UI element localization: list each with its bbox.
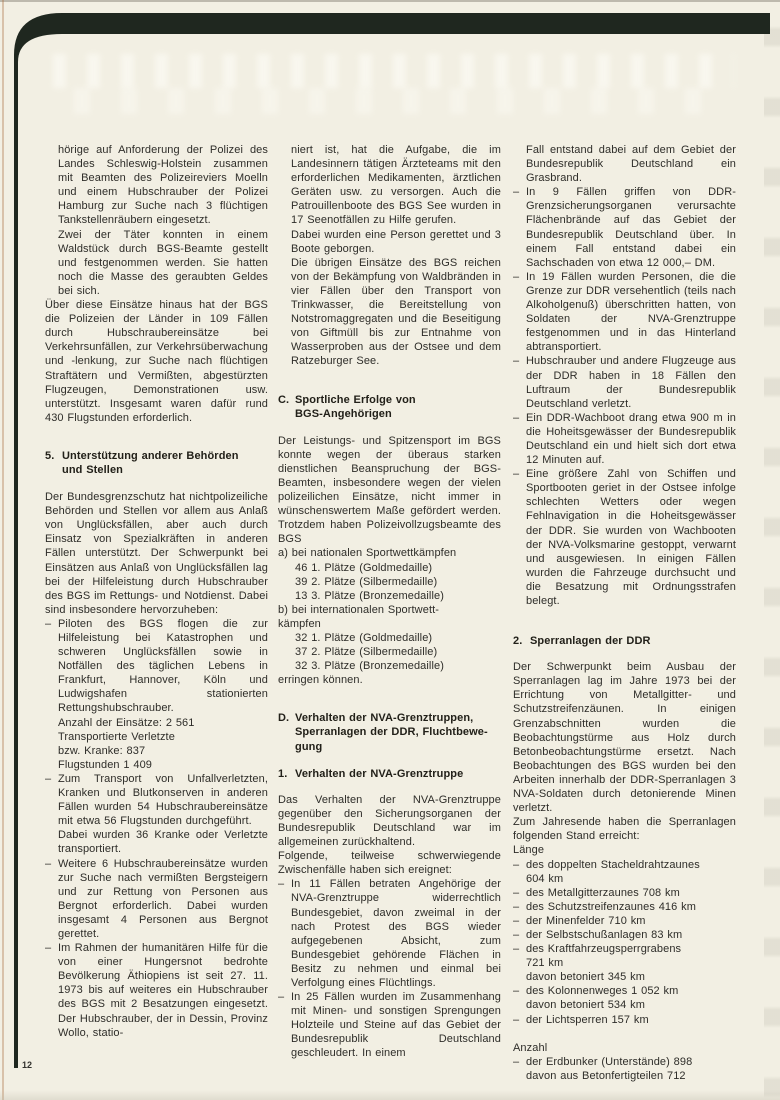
heading-number: D. [278,712,290,725]
list-item [45,941,268,1040]
list-item-content [526,984,736,1012]
dash-bullet: – [513,900,520,913]
paragraph: Zum Jahresende haben die Sperranlagen folgenden Stand erreicht: [513,816,736,843]
list-item-line: des Schutzstreifenzaunes 416 km [526,900,696,913]
text-column-left [45,143,268,1040]
list-item-line: In 19 Fällen wurden Personen, die die Grenze zur DDR versehentlich (teils nach Alkoholgenuß) überschritten hatten, von Soldaten der NVA-Grenztruppe festgenommen und in das Hinterland abtransportiert. [526,270,736,354]
text-line: 32 1. Plätze (Goldmedaille) [295,632,433,644]
list-item-line: der Selbstschußanlagen 83 km [526,928,683,941]
list-item [278,877,501,990]
dash-bullet: – [45,857,52,870]
list-item-line: des doppelten Stacheldrahtzaunes [526,858,700,871]
paragraph: niert ist, hat die Aufgabe, die im Landesinnern tätigen Ärzteteams mit den erforderlichen Medikamenten, ärztlichen Geräten usw. zu versorgen. Auch die Patrouillenboote des BGS See wurden in 17 Seenotfällen zu Hilfe gerufen. [291,144,501,227]
text-line: a) bei nationalen Sportwettkämpfen [278,547,457,560]
list-item [513,270,736,355]
dash-bullet: – [45,772,52,785]
list-item [513,185,736,270]
list-item [513,914,736,928]
paragraph: Fall entstand dabei auf dem Gebiet der Bundesrepublik Deutschland ein Grasbrand. [526,144,736,185]
list-item-line: Piloten des BGS flogen die zur Hilfeleistung bei Katastrophen und schweren Unglücksfällen sowie in Notfällen des täglichen Lebens in Frankfurt, Hannover, Köln und Ludwigshafen stationierten Rettungshubschrauber. [58,617,268,715]
heading-number: 2. [513,635,523,648]
list-item-line: des Metallgitterzaunes 708 km [526,886,680,899]
paragraph: Der Leistungs- und Spitzensport im BGS konnte wegen der überaus starken dienstlichen Beanspruchung der BGS-Beamten, insbesondere wegen der vielen polizeilichen Einsätze, nicht immer in wünschenswertem Maße gefördert werden. Trotzdem haben Polizeivollzugsbeamte des BGS [278,434,501,546]
list-item-line: der Lichtsperren 157 km [526,1013,649,1026]
text-column-middle [278,143,501,1061]
sub-heading [278,767,501,781]
list-item-content [526,354,736,410]
list-item-content [526,411,736,467]
list-item-content [526,942,736,984]
list-item [45,772,268,857]
text-line: Länge [513,844,545,857]
list-item [45,617,268,772]
list-item-line: Transportierte Verletzte [58,730,175,743]
list-item [513,411,736,467]
list-item-line: Ein DDR-Wachboot drang etwa 900 m in die Hoheitsgewässer der Bundesrepublik Deutschland ein und hielt sich dort etwa 12 Minuten auf. [526,411,736,467]
list-item-line: 721 km [526,957,564,970]
paragraph: Die übrigen Einsätze des BGS reichen von der Bekämpfung von Waldbränden in vier Fällen über den Transport von Trinkwasser, die Bereitstellung von Notstromaggregaten und die Beseitigung von Giftmüll bis zur Entnahme von Wasserproben aus der Ostsee und dem Ratzeburger See. [291,256,501,368]
dash-bullet: – [513,186,520,199]
list-item [513,1055,736,1083]
heading-text: Verhalten der NVA-Grenztruppen, Sperranlagen der DDR, Fluchtbewe- gung [295,712,488,753]
list-item-line: der Minenfelder 710 km [526,914,646,927]
list-item-line: In 25 Fällen wurden im Zusammenhang mit Minen- und sonstigen Sprengungen Holzteile und Steine auf das Gebiet der Bundesrepublik Deutschland geschleudert. In einem [291,991,501,1060]
list-item-line: Zum Transport von Unfallverletzten, Kranken und Blutkonserven in anderen Fällen wurden 54 Hubschraubereinsätze mit etwa 56 Flugstunden durchgeführt. [58,772,268,828]
section-heading [278,393,501,421]
list-item-content [526,914,736,928]
heading-number: 5. [45,449,55,462]
list-item-content [58,857,268,942]
dash-bullet: – [278,991,285,1004]
dash-bullet: – [513,886,520,899]
dash-bullet: – [278,878,285,891]
list-item [513,984,736,1012]
list-item-line: In 11 Fällen betraten Angehörige der NVA-Grenztruppe widerrechtlich Bundesgebiet, davon zweimal in der nach Protest des BGS wieder aufgegebenen Absicht, zum Bundesgebiet gehörende Flächen in Besitz zu nehmen und einmal bei Verfolgung eines Flüchtlings. [291,878,501,989]
list-item-content [526,185,736,270]
list-item-line: Im Rahmen der humanitären Hilfe für die von einer Hungersnot bedrohte Bevölkerung Äthiopiens ist seit 27. 11. 1973 bis auf weiteres ein Hubschrauber des BGS mit 2 Besatzungen eingesetzt. Der Hubschrauber, der in Dessin, Provinz Wollo, statio- [58,942,268,1039]
text-line: 39 2. Plätze (Silbermedaille) [295,575,438,588]
text-line: b) bei internationalen Sportwett- [278,603,440,616]
dash-bullet: – [513,858,520,871]
list-item-content [526,1055,736,1083]
list-item-content [526,900,736,914]
heading-number: C. [278,393,290,406]
list-item-line: 604 km [526,872,564,885]
heading-text: Unterstützung anderer Behörden und Stellen [62,449,239,476]
list-item-line: davon betoniert 345 km [526,971,645,984]
paragraph: hörige auf Anforderung der Polizei des Landes Schleswig-Holstein zusammen mit Beamten des Polizeireviers Moelln und einem Hubschrauber der Polizei Hamburg zur Suche nach 3 flüchtigen Tankstellenräubern eingesetzt. [58,144,268,227]
list-item [513,886,736,900]
dash-bullet: – [513,468,520,481]
dash-bullet: – [513,928,520,941]
paragraph: Zwei der Täter konnten in einem Waldstück durch BGS-Beamte gestellt und festgenommen werden. Sie hatten noch die Masse des geraubten Geldes bei sich. [58,228,268,297]
list-item [278,990,501,1060]
list-item-line: Dabei wurden 36 Kranke oder Verletzte transportiert. [58,829,268,856]
list-item-content [526,886,736,900]
dash-bullet: – [513,985,520,998]
list-item [513,928,736,942]
list-item [513,467,736,608]
dash-bullet: – [513,355,520,368]
text-column-right [513,143,736,1083]
list-item-line: Flugstunden 1 409 [58,758,153,771]
heading-text: Sperranlagen der DDR [530,635,651,648]
heading-text: Verhalten der NVA-Grenztruppe [295,767,464,780]
dash-list [513,185,736,608]
list-item-content [58,617,268,772]
list-item-content [526,928,736,942]
list-item-content [58,941,268,1040]
list-item-line: In 9 Fällen griffen von DDR-Grenzsicherungsorganen verursachte Flächenbrände auf das Gebiet der Bundesrepublik Deutschland über. In einem Fall entstand dabei ein Sachschaden von etwa 12 000,– DM. [526,186,736,269]
paragraph: Der Schwerpunkt beim Ausbau der Sperranlagen lag im Jahre 1973 bei der Errichtung von Metallgitter- und Schutzstreifenzäunen. In einigen Grenzabschnitten wurden die Beobachtungstürme aus Holz durch Betonbeobachtungstürme ersetzt. Nach Beobachtungen des BGS wurden bei den Arbeiten innerhalb der DDR-Sperranlagen 3 NVA-Soldaten durch detonierende Minen verletzt. [513,661,736,815]
list-item-line: davon aus Betonfertigteilen 712 [526,1069,686,1082]
section-heading [45,449,268,477]
sub-heading [513,634,736,648]
list-item-content [58,772,268,857]
list-item-content [526,270,736,355]
dash-bullet: – [513,1055,520,1068]
paragraph: Dabei wurden eine Person gerettet und 3 Boote geborgen. [291,228,501,255]
paragraph: Folgende, teilweise schwerwiegende Zwischenfälle haben sich ereignet: [278,850,501,877]
dash-list [513,858,736,1027]
list-item [513,942,736,984]
list-item-line: der Erdbunker (Unterstände) 898 [526,1055,693,1068]
page-number: 12 [22,1060,33,1070]
paragraph: Über diese Einsätze hinaus hat der BGS die Polizeien der Länder in 109 Fällen durch Hubschraubereinsätze bei Verkehrsunfällen, zur Verkehrsüberwachung und -lenkung, zur Suche nach flüchtigen Straftätern und Vermißten, abgestürzten Flugzeugen, Demonstrationen usw. unterstützt. Insgesamt waren dafür rund 430 Flugstunden erforderlich. [45,299,268,424]
list-item [513,1013,736,1027]
list-item-line: Hubschrauber und andere Flugzeuge aus der DDR haben in 18 Fällen den Luftraum der Bundesrepublik Deutschland verletzt. [526,355,736,410]
dash-list [278,877,501,1060]
list-item [45,857,268,942]
heading-text: Sportliche Erfolge von BGS-Angehörigen [295,393,416,420]
text-line: kämpfen [278,617,321,630]
text-line: erringen können. [278,674,363,687]
dash-bullet: – [45,942,52,955]
dash-bullet: – [513,1013,520,1026]
list-item-line: des Kolonnenweges 1 052 km [526,985,679,998]
list-item-line: Weitere 6 Hubschraubereinsätze wurden zur Suche nach vermißten Bergsteigern und zur Rettung von Personen aus Bergnot erforderlich. Dabei wurden insgesamt 4 Personen aus Bergnot gerettet. [58,857,268,940]
text-line: Anzahl [513,1041,548,1054]
text-line: 46 1. Plätze (Goldmedaille) [295,561,433,574]
list-item-line: des Kraftfahrzeugsperrgrabens [526,943,682,956]
list-item-line: bzw. Kranke: 837 [58,744,146,757]
dash-list [45,617,268,1040]
paragraph: Das Verhalten der NVA-Grenztruppe gegenüber den Sicherungsorganen der Bundesrepublik Deutschland war im allgemeinen zurückhaltend. [278,793,501,849]
list-item-content [526,467,736,608]
list-item-content [291,990,501,1060]
list-item-content [526,858,736,886]
paragraph: Der Bundesgrenzschutz hat nichtpolizeiliche Behörden und Stellen vor allem aus Anlaß von Unglücksfällen, aber auch durch Einsatz von Spezialkräften in anderen Fällen unterstützt. Der Schwerpunkt bei Einsätzen aus Anlaß von Unglücksfällen lag bei der Hilfeleistung durch Hubschrauber des BGS im Rettungs- und Notdienst. Dabei sind insbesondere hervorzuheben: [45,491,268,616]
list-item [513,354,736,410]
list-item [513,900,736,914]
dash-bullet: – [45,617,52,630]
dash-bullet: – [513,411,520,424]
list-item-line: Eine größere Zahl von Schiffen und Sportbooten geriet in der Ostsee infolge schlechten Wetters oder wegen Fehlnavigation in die Hoheitsgewässer der DDR. Sie wurden von Wachbooten der NVA-Volksmarine gestoppt, verwarnt und ausgewiesen. In einigen Fällen wurden die Fahrzeuge durchsucht und die Besatzung mit Ordnungsstrafen belegt. [526,468,736,607]
list-item-line: davon betoniert 534 km [526,999,645,1012]
text-line: 13 3. Plätze (Bronzemedaille) [295,589,444,602]
list-item-content [526,1013,736,1027]
list-item [513,858,736,886]
dash-list [513,1055,736,1083]
text-line: 37 2. Plätze (Silbermedaille) [295,646,438,659]
heading-number: 1. [278,767,288,780]
section-heading [278,711,501,753]
dash-bullet: – [513,914,520,927]
text-line: 32 3. Plätze (Bronzemedaille) [295,660,444,673]
list-item-line: Anzahl der Einsätze: 2 561 [58,716,195,729]
dash-bullet: – [513,943,520,956]
dash-bullet: – [513,270,520,283]
list-item-content [291,877,501,990]
